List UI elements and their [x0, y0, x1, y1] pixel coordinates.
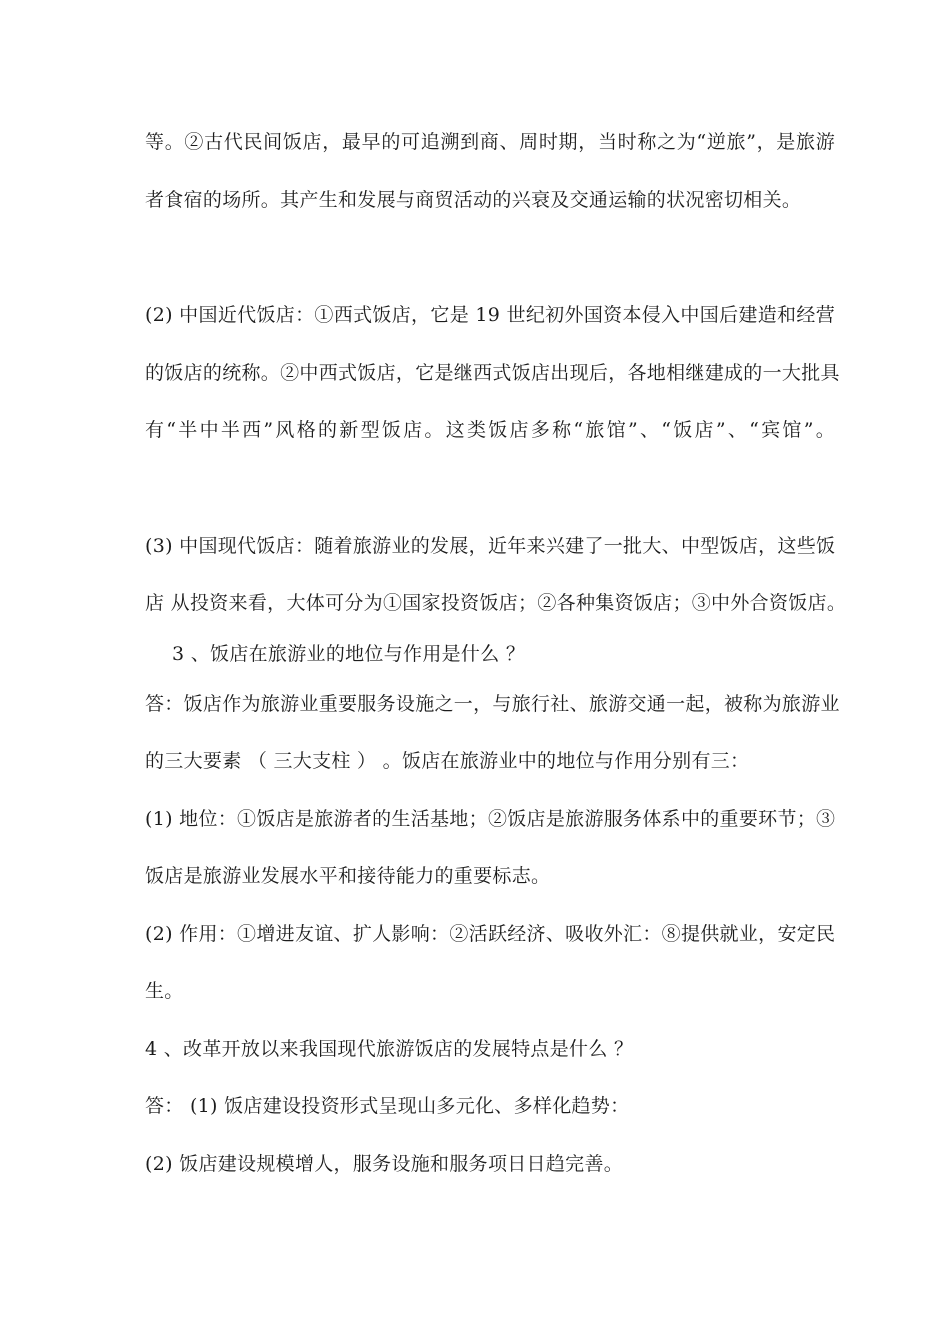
- paragraph-line: (1) 地位：①饭店是旅游者的生活基地；②饭店是旅游服务体系中的重要环节；③: [145, 808, 836, 830]
- question-heading: 4 、改革开放以来我国现代旅游饭店的发展特点是什么 ？: [145, 1038, 634, 1060]
- paragraph-line: 店 从投资来看，大体可分为①国家投资饭店；②各种集资饭店；③中外合资饭店。: [145, 592, 847, 614]
- paragraph-line: (2) 中国近代饭店：①西式饭店，它是 19 世纪初外国资本侵入中国后建造和经营: [145, 304, 835, 326]
- paragraph-line: (2) 饭店建设规模增人，服务设施和服务项日日趋完善。: [145, 1153, 624, 1175]
- paragraph-line: 等。②古代民间饭店，最早的可追溯到商、周时期，当时称之为“逆旅”，是旅游: [145, 131, 835, 153]
- paragraph-line: 有“半中半西”风格的新型饭店。这类饭店多称“旅馆”、“饭店”、“宾馆”。: [145, 419, 835, 441]
- question-heading: 3 、饭店在旅游业的地位与作用是什么 ？: [172, 643, 526, 665]
- paragraph-line: 的三大要素 （ 三大支柱 ） 。饭店在旅游业中的地位与作用分别有三：: [145, 750, 750, 772]
- paragraph-line: 答： (1) 饭店建设投资形式呈现山多元化、多样化趋势：: [145, 1095, 630, 1117]
- paragraph-line: 的饭店的统称。②中西式饭店，它是继西式饭店出现后，各地相继建成的一大批具: [145, 362, 840, 384]
- paragraph-line: (3) 中国现代饭店：随着旅游业的发展，近年来兴建了一批大、中型饭店，这些饭: [145, 535, 836, 557]
- paragraph-line: 生。: [145, 980, 184, 1002]
- paragraph-line: 者食宿的场所。其产生和发展与商贸活动的兴衰及交通运输的状况密切相关。: [145, 189, 802, 211]
- paragraph-line: (2) 作用：①增进友谊、扩人影响：②活跃经济、吸收外汇：⑧提供就业，安定民: [145, 923, 836, 945]
- paragraph-line: 饭店是旅游业发展水平和接待能力的重要标志。: [145, 865, 551, 887]
- paragraph-line: 答：饭店作为旅游业重要服务设施之一，与旅行社、旅游交通一起，被称为旅游业: [145, 693, 840, 715]
